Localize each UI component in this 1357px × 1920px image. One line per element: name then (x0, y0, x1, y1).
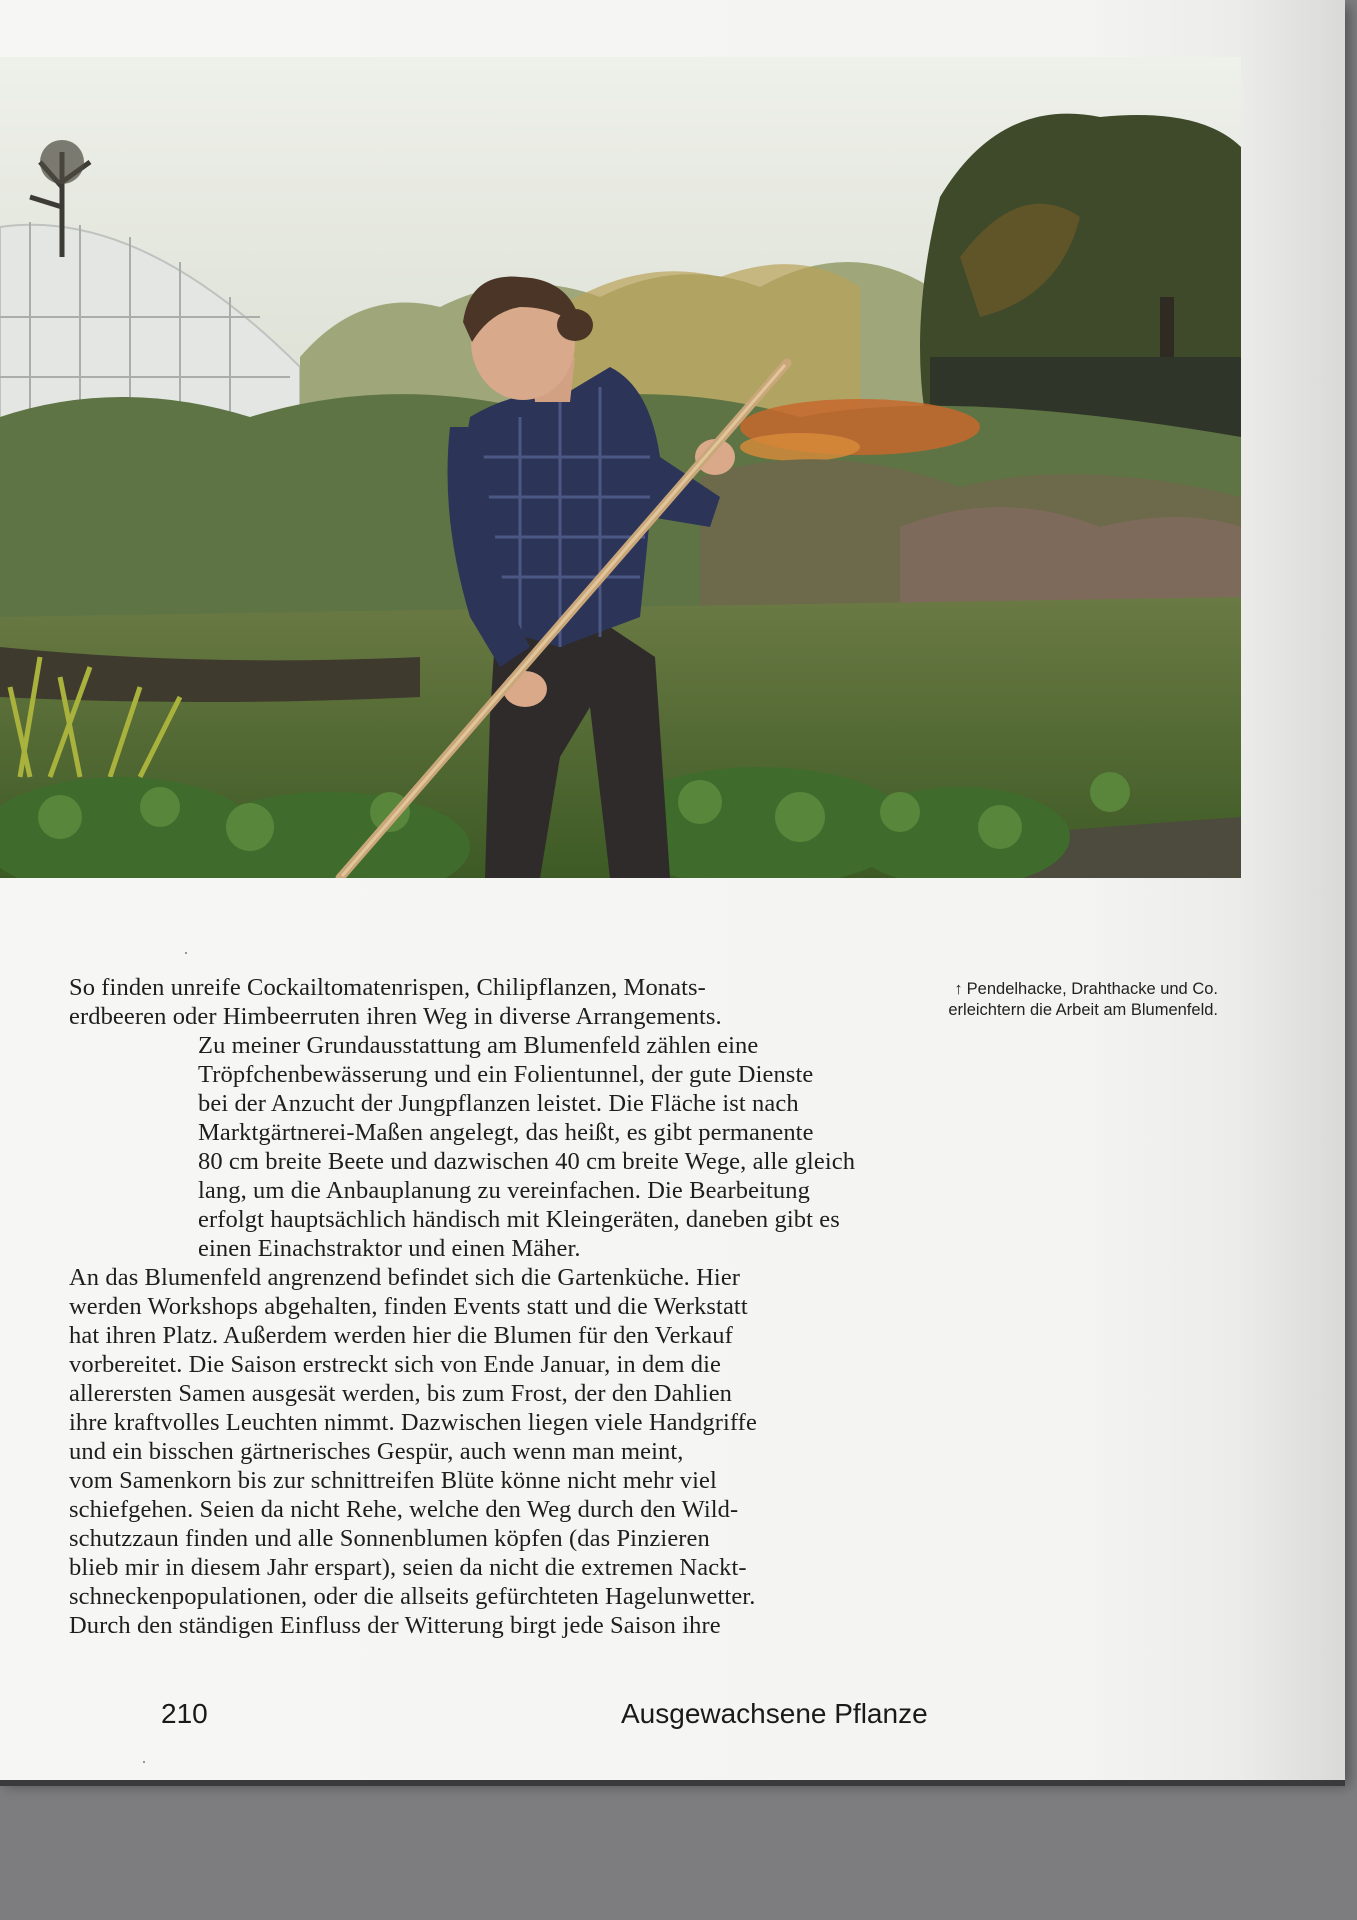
text-line: ihre kraftvolles Leuchten nimmt. Dazwischen liegen viele Handgriffe (69, 1409, 757, 1436)
arrow-up-icon: ↑ (954, 980, 963, 998)
dust-speck (143, 1761, 145, 1763)
text-line: allerersten Samen ausgesät werden, bis zum Frost, der den Dahlien (69, 1380, 733, 1407)
text-line: werden Workshops abgehalten, finden Events statt und die Werkstatt (69, 1293, 748, 1320)
text-line: Durch den ständigen Einfluss der Witterung birgt jede Saison ihre (69, 1612, 721, 1639)
text-line: hat ihren Platz. Außerdem werden hier die Blumen für den Verkauf (69, 1322, 733, 1349)
caption-line: erleichtern die Arbeit am Blumenfeld. (948, 1001, 1218, 1019)
text-line: Tröpfchenbewässerung und ein Folientunnel, der gute Dienste (198, 1061, 814, 1088)
text-line: blieb mir in diesem Jahr erspart), seien da nicht die extremen Nackt- (69, 1554, 747, 1581)
text-line: 80 cm breite Beete und dazwischen 40 cm breite Wege, alle gleich (198, 1148, 856, 1175)
page-edge-shadow (0, 1780, 1345, 1786)
gardener-hoeing-illustration (0, 57, 1241, 878)
paragraph-gartenkueche (69, 1263, 839, 1640)
text-line: erfolgt hauptsächlich händisch mit Kleingeräten, daneben gibt es (198, 1206, 840, 1233)
text-line: vom Samenkorn bis zur schnittreifen Blüte könne nicht mehr viel (69, 1467, 717, 1494)
text-line: vorbereitet. Die Saison erstreckt sich von Ende Januar, in dem die (69, 1351, 721, 1378)
photo-caption (888, 979, 1218, 1021)
running-title: Ausgewachsene Pflanze (621, 1698, 928, 1729)
text-line: schutzzaun finden und alle Sonnenblumen köpfen (das Pinzieren (69, 1525, 710, 1552)
text-line: lang, um die Anbauplanung zu vereinfachen. Die Bearbeitung (198, 1177, 810, 1204)
paragraph-intro (69, 973, 837, 1031)
paragraph-equipment (198, 1031, 968, 1263)
text-line: Zu meiner Grundausstattung am Blumenfeld zählen eine (198, 1032, 759, 1059)
text-line: schiefgehen. Seien da nicht Rehe, welche den Weg durch den Wild- (69, 1496, 739, 1523)
dust-speck (185, 952, 187, 954)
text-line: An das Blumenfeld angrenzend befindet sich die Gartenküche. Hier (69, 1264, 741, 1291)
text-line: und ein bisschen gärtnerisches Gespür, auch wenn man meint, (69, 1438, 684, 1465)
text-line: schneckenpopulationen, oder die allseits gefürchteten Hagelunwetter. (69, 1583, 756, 1610)
garden-photo (0, 57, 1241, 878)
text-line: einen Einachstraktor und einen Mäher. (198, 1235, 581, 1262)
text-line: So finden unreife Cockailtomatenrispen, Chilipflanzen, Monats- (69, 974, 706, 1001)
text-line: erdbeeren oder Himbeerruten ihren Weg in diverse Arrangements. (69, 1003, 722, 1030)
caption-line: Pendelhacke, Drahthacke und Co. (966, 980, 1218, 998)
page-number: 210 (161, 1698, 208, 1729)
text-line: Marktgärtnerei-Maßen angelegt, das heißt, es gibt permanente (198, 1119, 814, 1146)
text-line: bei der Anzucht der Jungpflanzen leistet. Die Fläche ist nach (198, 1090, 799, 1117)
